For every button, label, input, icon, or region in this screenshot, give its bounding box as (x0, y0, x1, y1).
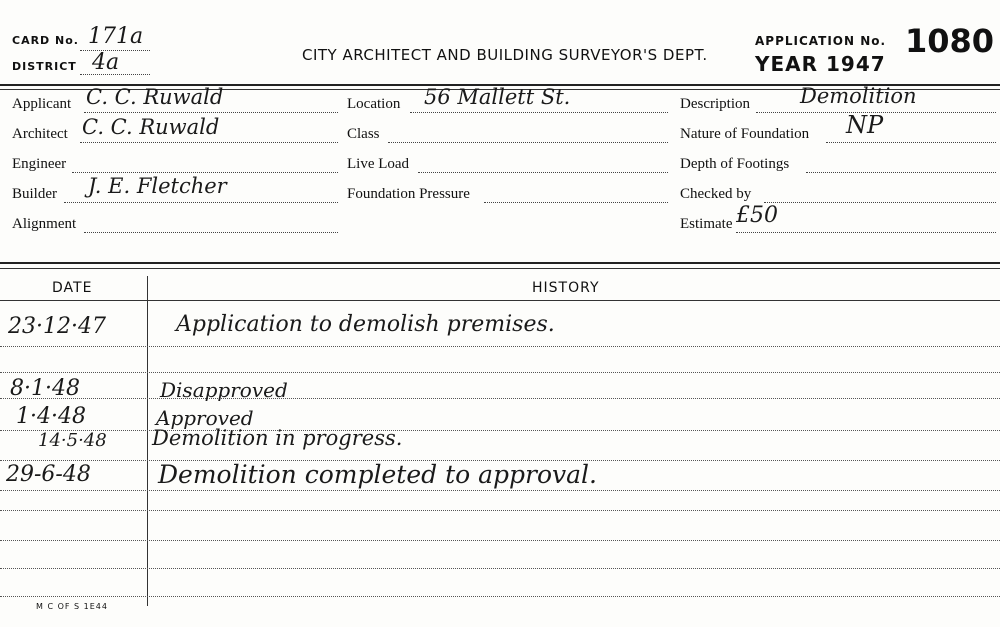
history-entry-text: Approved (156, 406, 254, 430)
checked-by-label: Checked by (680, 186, 752, 202)
history-rule (0, 510, 1000, 511)
foundation-pressure-label: Foundation Pressure (347, 186, 470, 202)
history-entry-text: Demolition completed to approval. (158, 460, 598, 489)
alignment-label: Alignment (12, 216, 77, 232)
application-no-value: 1080 (905, 22, 995, 60)
history-entry-date: 23·12·47 (8, 314, 106, 339)
live-load-label: Live Load (347, 156, 410, 172)
history-entry-date: 8·1·48 (10, 376, 80, 401)
application-no-label: APPLICATION No. (755, 34, 887, 48)
class-line (388, 142, 668, 143)
applicant-value: C. C. Ruwald (86, 85, 224, 109)
history-rule (0, 372, 1000, 373)
location-value: 56 Mallett St. (424, 85, 571, 109)
engineer-label: Engineer (12, 156, 67, 172)
builder-line (64, 202, 338, 203)
district-label: DISTRICT (12, 60, 77, 73)
foundation-pressure-line (484, 202, 668, 203)
class-label: Class (347, 126, 380, 142)
history-entry-text: Demolition in progress. (152, 426, 403, 450)
description-value: Demolition (800, 84, 917, 108)
depth-of-footings-line (806, 172, 996, 173)
architect-label: Architect (12, 126, 68, 142)
print-code: M C OF S 1E44 (36, 602, 108, 611)
live-load-line (418, 172, 668, 173)
estimate-label: Estimate (680, 216, 733, 232)
checked-by-line (764, 202, 996, 203)
history-rule (0, 430, 1000, 431)
nature-of-foundation-line (826, 142, 996, 143)
description-label: Description (680, 96, 750, 112)
history-rule-bottom (0, 268, 1000, 269)
estimate-value: £50 (736, 203, 778, 228)
history-rule-top (0, 262, 1000, 264)
history-column-header: HISTORY (532, 280, 600, 296)
history-header-rule (0, 300, 1000, 301)
department-title: CITY ARCHITECT AND BUILDING SURVEYOR'S DEPT. (302, 46, 708, 64)
applicant-label: Applicant (12, 96, 72, 112)
district-underline (80, 74, 150, 75)
history-rule (0, 398, 1000, 399)
location-label: Location (347, 96, 401, 112)
date-column-header: DATE (52, 280, 93, 296)
applicant-line (84, 112, 338, 113)
history-rule (0, 346, 1000, 347)
history-rule (0, 568, 1000, 569)
card-no-label: CARD No. (12, 34, 79, 47)
engineer-line (72, 172, 338, 173)
alignment-line (84, 232, 338, 233)
history-column-divider (147, 276, 148, 606)
history-entry-date: 14·5·48 (38, 430, 107, 451)
history-entry-text: Disapproved (160, 378, 288, 402)
estimate-line (736, 232, 996, 233)
history-rule (0, 596, 1000, 597)
history-rule (0, 540, 1000, 541)
nature-of-foundation-value: NP (846, 111, 884, 139)
location-line (410, 112, 668, 113)
architect-value: C. C. Ruwald (82, 115, 220, 139)
history-rule (0, 490, 1000, 491)
history-entry-date: 1·4·48 (16, 404, 86, 429)
history-entry-date: 29-6-48 (6, 462, 91, 487)
architect-line (80, 142, 338, 143)
builder-value: J. E. Fletcher (88, 174, 227, 198)
card-no-value: 171a (88, 24, 144, 49)
depth-of-footings-label: Depth of Footings (680, 156, 790, 172)
nature-of-foundation-label: Nature of Foundation (680, 126, 810, 142)
year-label: YEAR 1947 (755, 52, 886, 76)
builder-label: Builder (12, 186, 57, 202)
district-value: 4a (92, 50, 120, 75)
history-entry-text: Application to demolish premises. (176, 312, 555, 337)
